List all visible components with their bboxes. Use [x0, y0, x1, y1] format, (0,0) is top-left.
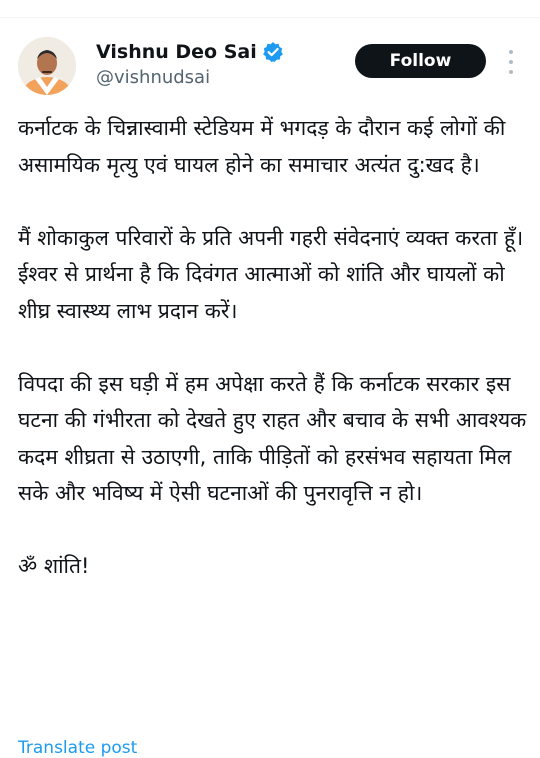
tweet-paragraph: मैं शोकाकुल परिवारों के प्रति अपनी गहरी संवेदनाएं व्यक्त करता हूँ। ईश्वर से प्रार्थना है कि दिवंगत आत्माओं को शांति और घायलों को शीघ्र स्वास्थ्य लाभ प्रदान करें। — [18, 225, 524, 323]
more-dot — [509, 50, 513, 54]
tweet-paragraph: विपदा की इस घड़ी में हम अपेक्षा करते हैं कि कर्नाटक सरकार इस घटना की गंभीरता को देखते हुए राहत और बचाव के सभी आवश्यक कदम शीघ्रता से उठाएगी, ताकि पीड़ितों को हरसंभव सहायता मिल सके और भविष्य में ऐसी घटनाओं की पुनरावृत्ति न हो। — [18, 371, 527, 505]
tweet-text — [18, 110, 528, 585]
more-options-icon[interactable] — [502, 50, 520, 74]
more-dot — [509, 60, 513, 64]
tweet-paragraph: ॐ शांति! — [18, 554, 90, 578]
avatar-image — [18, 37, 76, 95]
author-block — [96, 39, 284, 88]
post-header — [18, 37, 522, 97]
more-dot — [509, 70, 513, 74]
avatar[interactable] — [18, 37, 76, 95]
follow-button[interactable]: Follow — [355, 44, 486, 78]
top-divider — [0, 17, 540, 18]
author-display-name[interactable]: Vishnu Deo Sai — [96, 41, 257, 63]
verified-badge-icon — [262, 41, 284, 63]
tweet-paragraph: कर्नाटक के चिन्नास्वामी स्टेडियम में भगदड़ के दौरान कई लोगों की असामयिक मृत्यु एवं घायल होने का समाचार अत्यंत दु:खद है। — [18, 116, 506, 177]
translate-post-link[interactable]: Translate post — [18, 738, 138, 758]
author-handle[interactable]: @vishnudsai — [96, 67, 211, 88]
